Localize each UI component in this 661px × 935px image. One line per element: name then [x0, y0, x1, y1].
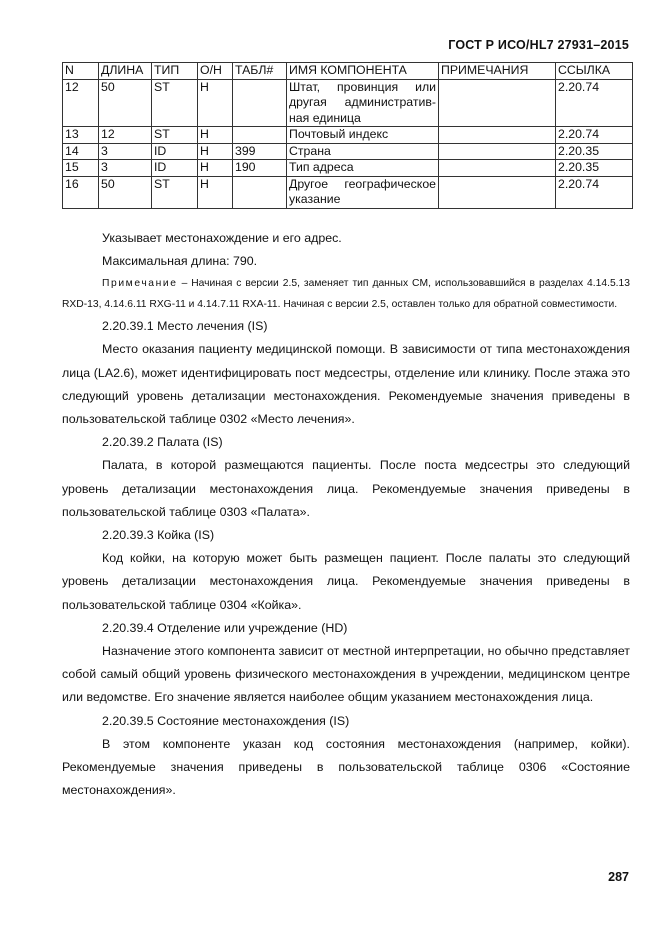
cell-n: 12 [63, 79, 99, 127]
cell-type: ID [152, 143, 198, 160]
cell-type: ID [152, 160, 198, 177]
cell-reference: 2.20.35 [556, 143, 633, 160]
section-heading: 2.20.39.3 Койка (IS) [102, 528, 215, 543]
column-header: ТАБЛ# [233, 63, 287, 80]
note-paragraph [62, 274, 630, 315]
section-heading: 2.20.39.5 Состояние местонахождения (IS) [102, 713, 350, 728]
paragraph: Максимальная длина: 790. [102, 254, 258, 269]
table-header-row [63, 63, 633, 80]
column-header: N [63, 63, 99, 80]
section-heading: 2.20.39.2 Палата (IS) [102, 435, 223, 450]
cell-length: 12 [99, 127, 152, 144]
document-header: ГОСТ Р ИСО/HL7 27931–2015 [448, 38, 629, 52]
cell-notes [439, 176, 556, 208]
cell-length: 50 [99, 79, 152, 127]
paragraph: Указывает местонахождение и его адрес. [102, 231, 342, 245]
cell-component-name: Тип адреса [287, 160, 439, 177]
cell-n: 15 [63, 160, 99, 177]
cell-reference: 2.20.35 [556, 160, 633, 177]
cell-notes [439, 79, 556, 127]
table-row [63, 176, 633, 208]
paragraph: В этом компоненте указан код состояния местонахождения (например, койки). Рекомендуемые значения приведены в пользовательской таблице 0306 «Состояние местонахождения». [62, 736, 630, 798]
cell-optionality: H [198, 176, 233, 208]
cell-type: ST [152, 79, 198, 127]
cell-type: ST [152, 176, 198, 208]
cell-table-number: 190 [233, 160, 287, 177]
cell-length: 50 [99, 176, 152, 208]
section-heading: 2.20.39.1 Место лечения (IS) [102, 319, 268, 334]
cell-notes [439, 160, 556, 177]
cell-notes [439, 143, 556, 160]
cell-component-name: Другое географическое указание [287, 176, 439, 208]
paragraph: Палата, в которой размещаются пациенты. После поста медсестры это следующий уровень детализации местонахождения лица. Рекомендуемые значения приведены в пользовательской таблице 0303 «Палата». [62, 458, 630, 519]
column-header: ПРИМЕЧАНИЯ [439, 63, 556, 80]
cell-table-number [233, 79, 287, 127]
column-header: ИМЯ КОМПОНЕНТА [287, 63, 439, 80]
document-body [62, 227, 630, 802]
cell-reference: 2.20.74 [556, 127, 633, 144]
cell-table-number [233, 127, 287, 144]
cell-reference: 2.20.74 [556, 176, 633, 208]
table-row [63, 79, 633, 127]
table-row [63, 160, 633, 177]
column-header: ССЫЛКА [556, 63, 633, 80]
cell-table-number: 399 [233, 143, 287, 160]
section-heading: 2.20.39.4 Отделение или учреждение (HD) [102, 620, 348, 635]
cell-optionality: H [198, 143, 233, 160]
cell-n: 13 [63, 127, 99, 144]
cell-length: 3 [99, 143, 152, 160]
cell-length: 3 [99, 160, 152, 177]
paragraph: Код койки, на которую может быть размещен пациент. После палаты это следующий уровень детализации местонахождения лица. Рекомендуемые значения приведены в пользовательской таблице 0304 «Койка». [62, 551, 630, 612]
cell-n: 14 [63, 143, 99, 160]
column-header: ДЛИНА [99, 63, 152, 80]
page-number: 287 [608, 870, 629, 884]
cell-optionality: H [198, 127, 233, 144]
table-row [63, 127, 633, 144]
paragraph: Назначение этого компонента зависит от местной интерпретации, но обычно представляет собой самый общий уровень физического местонахождения в учреждении, медицинском центре или ведомстве. Его значение является наиболее общим указанием местонахождения лица. [62, 644, 630, 705]
cell-optionality: H [198, 160, 233, 177]
cell-reference: 2.20.74 [556, 79, 633, 127]
cell-optionality: H [198, 79, 233, 127]
cell-component-name: Штат, провинция или другая административ-ная единица [287, 79, 439, 127]
note-label: Примечание [102, 278, 178, 290]
note-text: – Начиная с версии 2.5, заменяет тип данных CM, использовавшийся в разделах 4.14.5.13 RXD-13, 4.14.6.11 RXG-11 и 4.14.7.11 RXA-11. Начиная с версии 2.5, оставлен только для обратной совместимости. [62, 278, 630, 310]
component-table [62, 62, 633, 209]
column-header: ТИП [152, 63, 198, 80]
cell-table-number [233, 176, 287, 208]
cell-notes [439, 127, 556, 144]
column-header: О/Н [198, 63, 233, 80]
cell-n: 16 [63, 176, 99, 208]
paragraph: Место оказания пациенту медицинской помощи. В зависимости от типа местонахождения лица (LA2.6), может идентифицировать пост медсестры, отделение или клинику. После этажа это следующий уровень детализации местонахождения. Рекомендуемые значения приведены в пользовательской таблице 0302 «Место лечения». [62, 342, 630, 427]
cell-component-name: Почтовый индекс [287, 127, 439, 144]
cell-type: ST [152, 127, 198, 144]
cell-component-name: Страна [287, 143, 439, 160]
table-row [63, 143, 633, 160]
